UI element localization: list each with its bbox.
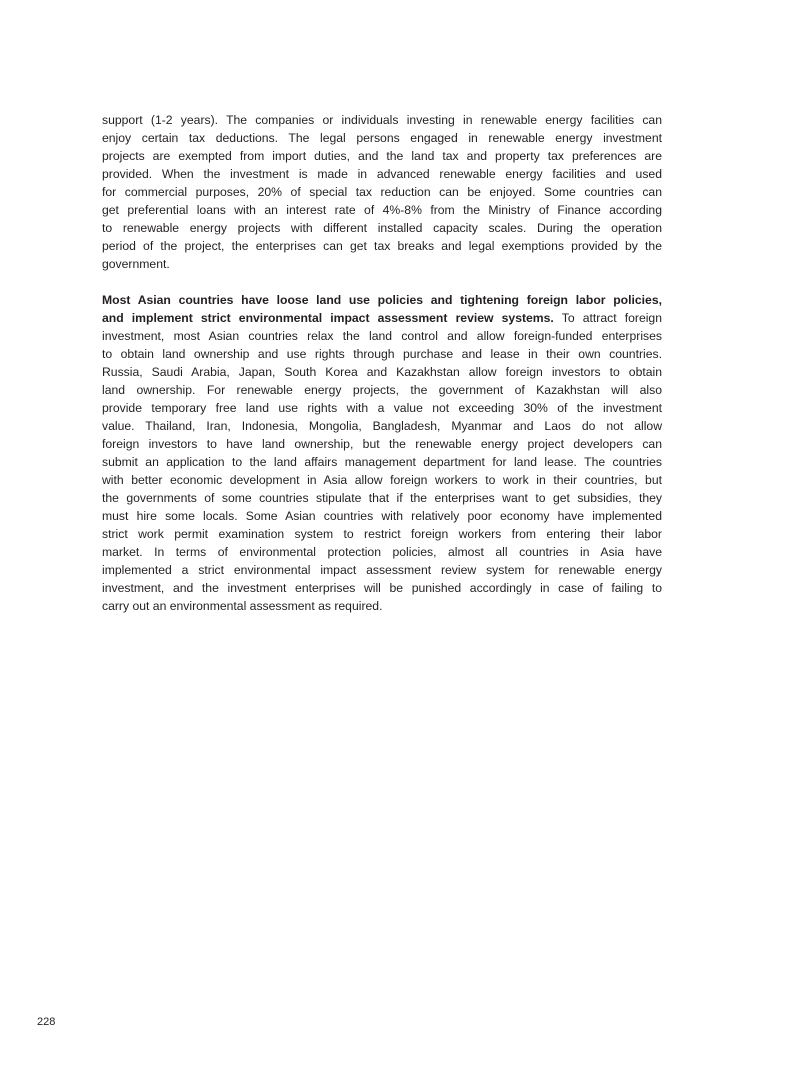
text-line [102,255,662,273]
page-number: 228 [37,1016,56,1028]
text-run: for commercial purposes, 20% of special tax reduction can be enjoyed. Some countries can [102,185,662,199]
text-run: the governments of some countries stipulate that if the enterprises want to get subsidies, they [102,491,662,505]
text-run: with better economic development in Asia allow foreign workers to work in their countries, but [102,473,662,487]
text-line [102,489,662,507]
text-line [102,111,662,129]
text-line [102,345,662,363]
text-line [102,453,662,471]
text-run: investment, most Asian countries relax the land control and allow foreign-funded enterprises [102,329,662,343]
paragraph [102,111,662,273]
text-line [102,183,662,201]
text-run: government. [102,257,170,271]
text-line [102,597,662,615]
text-run: must hire some locals. Some Asian countries with relatively poor economy have implemented [102,509,662,523]
text-line [102,327,662,345]
text-line [102,147,662,165]
text-line [102,237,662,255]
text-run: strict work permit examination system to restrict foreign workers from entering their labor [102,527,662,541]
text-run: to renewable energy projects with different installed capacity scales. During the operation [102,221,662,235]
text-line [102,471,662,489]
text-line [102,435,662,453]
text-run: projects are exempted from import duties, and the land tax and property tax preferences are [102,149,662,163]
text-run: market. In terms of environmental protection policies, almost all countries in Asia have [102,545,662,559]
text-run: carry out an environmental assessment as required. [102,599,383,613]
bold-lead-text: and implement strict environmental impact assessment review systems. [102,311,554,325]
body-text [102,111,662,633]
text-run: value. Thailand, Iran, Indonesia, Mongolia, Bangladesh, Myanmar and Laos do not allow [102,419,662,433]
text-run: enjoy certain tax deductions. The legal persons engaged in renewable energy investment [102,131,662,145]
text-line [102,543,662,561]
text-run: To attract foreign [553,311,662,325]
text-line [102,399,662,417]
text-line [102,291,662,309]
text-line [102,219,662,237]
text-run: land ownership. For renewable energy projects, the government of Kazakhstan will also [102,383,662,397]
bold-lead-text: Most Asian countries have loose land use policies and tightening foreign labor policies, [102,293,662,307]
text-run: Russia, Saudi Arabia, Japan, South Korea and Kazakhstan allow foreign investors to obtain [102,365,662,379]
text-run: get preferential loans with an interest rate of 4%-8% from the Ministry of Finance according [102,203,662,217]
text-run: period of the project, the enterprises can get tax breaks and legal exemptions provided by the [102,239,662,253]
text-run: provided. When the investment is made in advanced renewable energy facilities and used [102,167,662,181]
text-line [102,201,662,219]
text-line [102,363,662,381]
text-run: submit an application to the land affairs management department for land lease. The countries [102,455,662,469]
text-run: support (1-2 years). The companies or individuals investing in renewable energy facilities can [102,113,662,127]
text-run: foreign investors to have land ownership, but the renewable energy project developers can [102,437,662,451]
text-line [102,381,662,399]
text-run: implemented a strict environmental impact assessment review system for renewable energy [102,563,662,577]
text-run: to obtain land ownership and use rights through purchase and lease in their own countries. [102,347,662,361]
text-run: investment, and the investment enterprises will be punished accordingly in case of failing to [102,581,662,595]
paragraph [102,291,662,615]
text-line [102,525,662,543]
text-line [102,579,662,597]
text-line [102,165,662,183]
text-line [102,507,662,525]
text-run: provide temporary free land use rights with a value not exceeding 30% of the investment [102,401,662,415]
text-line [102,309,662,327]
text-line [102,417,662,435]
text-line [102,129,662,147]
text-line [102,561,662,579]
